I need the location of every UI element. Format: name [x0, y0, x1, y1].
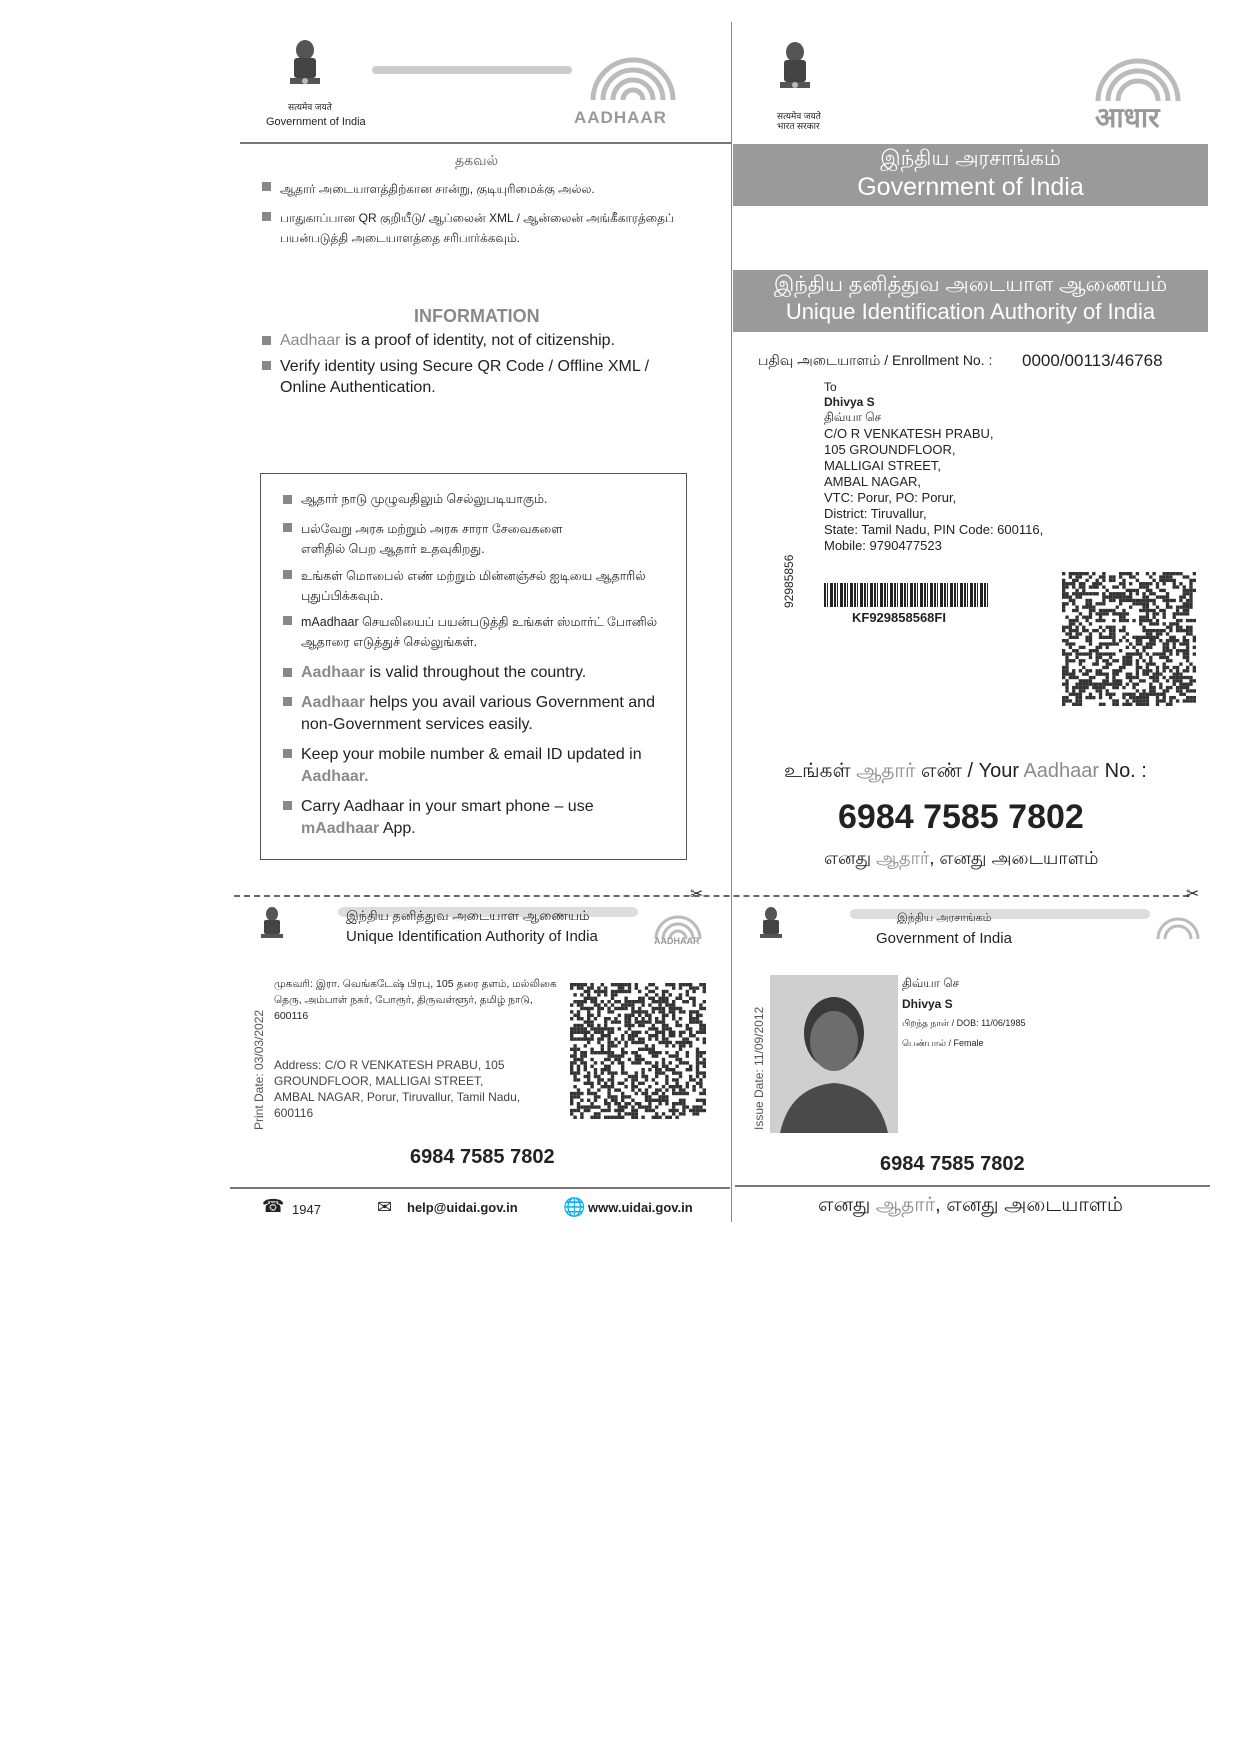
gov-india-bar-english: Government of India [857, 173, 1084, 201]
emblem-card-back [258, 906, 286, 946]
tagline-b: , எனது அடையாளம் [929, 848, 1099, 868]
bullet-icon [262, 336, 271, 345]
national-emblem-left [285, 38, 325, 96]
email-address[interactable]: help@uidai.gov.in [407, 1200, 518, 1215]
bullet-icon [283, 570, 292, 579]
aadhaar-highlight: ஆதார் [856, 760, 916, 782]
box-english-item-4-end: App. [379, 820, 416, 837]
info-tamil-item-1-text: ஆதார் அடையாளத்திற்கான சான்று, குடியுரிமைக்கு அல்ல. [280, 182, 595, 196]
box-tamil-item-4-text: mAadhaar செயலியைப் பயன்படுத்தி உங்கள் ஸ்மார்ட் போனில் ஆதாரை எடுத்துச் செல்லுங்கள். [301, 615, 658, 649]
uidai-bar [733, 270, 1208, 332]
address-line: MALLIGAI STREET, [824, 458, 942, 473]
info-english-title: INFORMATION [414, 306, 540, 326]
info-english-item-2-text: Verify identity using Secure QR Code / Offline XML / Online Authentication. [280, 358, 650, 396]
print-date: Print Date: 03/03/2022 [252, 1009, 266, 1130]
bullet-icon [283, 749, 292, 758]
aadhaar-logo-left [578, 42, 688, 110]
card-front-strike [850, 909, 1150, 919]
box-tamil-item-2-text: பல்வேறு அரசு மற்றும் அரசு சாரா சேவைகளை எளிதில் பெற ஆதார் உதவுகிறது. [301, 522, 563, 556]
info-english-item-1 [262, 332, 702, 350]
box-tamil-item-3 [283, 566, 673, 606]
aadhaar-logo-right [1083, 46, 1193, 104]
gov-india-bar [733, 144, 1208, 206]
label-en-b: No. : [1099, 760, 1147, 782]
box-english-item-4-text: Carry Aadhaar in your smart phone – use [301, 798, 594, 815]
card-front-tagline [818, 1194, 1123, 1219]
resident-name: Dhivya S [824, 395, 875, 409]
bullet-icon [283, 616, 292, 625]
bullet-icon [283, 801, 292, 810]
address-line: C/O R VENKATESH PRABU, [824, 426, 994, 441]
box-tamil-item-1-text: ஆதார் நாடு முழுவதிலும் செல்லுபடியாகும். [301, 492, 548, 506]
tagline-a: எனது [824, 848, 877, 868]
emblem-card-front [757, 906, 785, 946]
info-tamil-item-1 [262, 182, 702, 198]
info-tamil-item-2 [262, 208, 682, 248]
box-tamil-item-4 [283, 612, 673, 652]
bullet-icon [283, 697, 292, 706]
info-english-item-2 [262, 356, 682, 398]
address-line: 105 GROUNDFLOOR, [824, 442, 956, 457]
bullet-icon [262, 182, 271, 191]
card-name: Dhivya S [902, 997, 953, 1011]
aadhaar-number: 6984 7585 7802 [838, 798, 1084, 836]
bullet-icon [262, 361, 271, 370]
box-english-item-3 [283, 744, 673, 788]
card-back-title-tamil: இந்திய தனித்துவ அடையாள ஆணையம் [346, 908, 590, 923]
box-english-item-2-text: helps you avail various Government and non-Government services easily. [301, 694, 655, 733]
box-tamil-item-3-text: உங்கள் மொபைல் எண் மற்றும் மின்னஞ்சல் ஐடியை ஆதாரில் புதுப்பிக்கவும். [301, 569, 646, 603]
card-front-title-tamil: இந்திய அரசாங்கம் [897, 912, 992, 924]
aadhaar-highlight: ஆதார் [876, 848, 930, 868]
aadhaar-highlight: ஆதார் [875, 1194, 936, 1216]
side-code: 92985856 [782, 554, 796, 608]
enrollment-number: 0000/00113/46768 [1022, 351, 1163, 370]
info-tamil-item-2-text: பாதுகாப்பான QR குறியீடு/ ஆப்லைன் XML / ஆன்லைன் அங்கீகாரத்தைப் பயன்படுத்தி அடையாளத்தை சரிபார்க்கவும். [280, 211, 674, 245]
issue-date: Issue Date: 11/09/2012 [752, 1006, 766, 1130]
card-name-tamil: திவ்யா செ [902, 976, 960, 990]
box-english-item-1-text: is valid throughout the country. [365, 664, 587, 681]
header-rule-left [240, 142, 732, 144]
address-line: District: Tiruvallur, [824, 506, 927, 521]
box-english-item-2 [283, 692, 673, 736]
bullet-icon [283, 668, 292, 677]
uidai-bar-english: Unique Identification Authority of India [785, 299, 1156, 324]
cut-line [234, 895, 1189, 897]
bullet-icon [262, 212, 271, 221]
aadhaar-logo-card-front [1152, 905, 1204, 945]
box-english-item-1 [283, 664, 673, 682]
email-icon: ✉ [377, 1197, 393, 1217]
info-english-item-1-text: is a proof of identity, not of citizenship. [340, 332, 616, 349]
phone-number: 1947 [292, 1202, 321, 1217]
card-dob: பிறந்த நாள் / DOB: 11/06/1985 [902, 1018, 1026, 1028]
aadhaar-logo-text-card-back: AADHAAR [654, 936, 700, 946]
enrollment-label: பதிவு அடையாளம் / Enrollment No. : [758, 352, 993, 368]
gov-caption-left: Government of India [266, 116, 366, 128]
address-line: VTC: Porur, PO: Porur, [824, 490, 957, 505]
phone-icon: ☎ [262, 1196, 285, 1216]
gov-india-bar-tamil: இந்திய அரசாங்கம் [880, 147, 1061, 170]
card-back-title-english: Unique Identification Authority of India [346, 928, 598, 945]
motto-right: सत्यमेव जयते [777, 111, 821, 121]
address-line: AMBAL NAGAR, [824, 474, 922, 489]
aadhaar-highlight: Aadhaar. [301, 768, 369, 785]
aadhaar-logo-text-right: आधार [1095, 102, 1160, 133]
gov-hindi-right: भारत सरकार [777, 121, 820, 131]
bullet-icon [283, 523, 292, 532]
website[interactable]: www.uidai.gov.in [588, 1200, 693, 1215]
card-gender: பெண்பால் / Female [902, 1038, 984, 1048]
scissors-icon-left: ✂ [690, 886, 704, 903]
uidai-bar-tamil: இந்திய தனித்துவ அடையாள ஆணையம் [773, 273, 1168, 296]
footer-rule-left [230, 1187, 730, 1189]
aadhaar-highlight: Aadhaar [280, 332, 341, 349]
resident-name-tamil: திவ்யா செ [824, 410, 882, 424]
qr-code-letter [1062, 572, 1196, 706]
maadhaar-highlight: mAadhaar [301, 820, 380, 837]
info-tamil-title: தகவல் [455, 152, 499, 168]
globe-icon: 🌐 [563, 1197, 586, 1217]
box-tamil-item-1 [283, 492, 673, 508]
address-line: State: Tamil Nadu, PIN Code: 600116, [824, 522, 1044, 537]
address-lines [824, 426, 1043, 554]
card-front-title-english: Government of India [876, 930, 1012, 947]
resident-photo [770, 975, 898, 1133]
aadhaar-tagline [824, 848, 1098, 871]
address-line: Mobile: 9790477523 [824, 538, 942, 553]
national-emblem-right [775, 40, 815, 102]
aadhaar-highlight: Aadhaar [301, 694, 366, 711]
aadhaar-highlight: Aadhaar [1023, 760, 1100, 782]
card-back-number: 6984 7585 7802 [410, 1146, 555, 1168]
barcode-text: KF929858568FI [852, 610, 946, 625]
address-to: To [824, 380, 837, 394]
card-front-number: 6984 7585 7802 [880, 1153, 1025, 1175]
box-english-item-4 [283, 796, 673, 840]
fold-line [731, 22, 732, 1222]
aadhaar-highlight: Aadhaar [301, 664, 366, 681]
scissors-icon-right: ✂ [1186, 886, 1200, 903]
motto-left: सत्यमेव जयते [288, 102, 332, 112]
barcode [824, 583, 989, 607]
bullet-icon [283, 495, 292, 504]
aadhaar-logo-text-left: AADHAAR [574, 108, 667, 127]
address-english-card: Address: C/O R VENKATESH PRABU, 105 GROUNDFLOOR, MALLIGAI STREET, AMBAL NAGAR, Porur, Tiruvallur, Tamil Nadu, 600116 [274, 1058, 521, 1120]
label-tamil-a: உங்கள் [784, 760, 857, 782]
tagline-a: எனது [818, 1194, 876, 1216]
tagline-b: , எனது அடையாளம் [935, 1194, 1123, 1216]
label-tamil-b: எண் / Your [915, 760, 1024, 782]
box-english-item-3-text: Keep your mobile number & email ID updated in [301, 746, 642, 763]
address-tamil-card: முகவரி: இரா. வெங்கடேஷ் பிரபு, 105 தரை தளம், மல்லிகை தெரு, அம்பாள் நகர், போரூர், திருவள்ளூர், தமிழ் நாடு, 600116 [274, 978, 557, 1022]
qr-code-card [570, 983, 706, 1119]
aadhaar-number-label [784, 760, 1147, 785]
header-strike-left [372, 66, 572, 74]
footer-rule-right [735, 1185, 1210, 1187]
box-tamil-item-2 [283, 519, 573, 559]
